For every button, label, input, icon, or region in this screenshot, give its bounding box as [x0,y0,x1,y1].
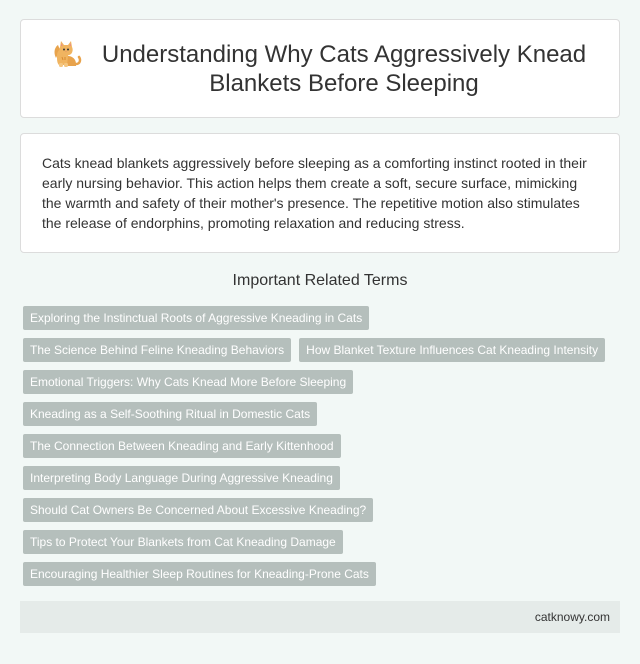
title-card [20,19,620,118]
related-term-link[interactable]: Interpreting Body Language During Aggressive Kneading [23,466,340,490]
related-term-link[interactable]: Kneading as a Self-Soothing Ritual in Domestic Cats [23,402,317,426]
term-row [23,370,623,394]
related-terms-list [23,306,623,594]
related-term-link[interactable]: The Connection Between Kneading and Early Kittenhood [23,434,341,458]
cat-icon [50,38,84,72]
term-row [23,498,623,522]
related-term-link[interactable]: Emotional Triggers: Why Cats Knead More Before Sleeping [23,370,353,394]
related-terms-heading: Important Related Terms [232,272,408,289]
related-term-link[interactable]: Encouraging Healthier Sleep Routines for Kneading-Prone Cats [23,562,376,586]
term-row [23,466,623,490]
title-wrap [50,40,590,98]
related-term-link[interactable]: Tips to Protect Your Blankets from Cat Kneading Damage [23,530,343,554]
related-term-link[interactable]: Exploring the Instinctual Roots of Aggressive Kneading in Cats [23,306,369,330]
summary-card [20,133,620,253]
related-term-link[interactable]: Should Cat Owners Be Concerned About Excessive Kneading? [23,498,373,522]
term-row [23,306,623,330]
term-row [23,434,623,458]
term-row [23,530,623,554]
summary-text: Cats knead blankets aggressively before sleeping as a comforting instinct rooted in their early nursing behavior. This action helps them create a soft, secure surface, mimicking the warmth and safety of their mother's presence. The repetitive motion also stimulates the release of endorphins, promoting relaxation and reducing stress. [42,155,587,231]
term-row [23,402,623,426]
related-term-link[interactable]: The Science Behind Feline Kneading Behaviors [23,338,291,362]
term-row [23,338,623,362]
related-term-link[interactable]: How Blanket Texture Influences Cat Kneading Intensity [299,338,605,362]
page-title: Understanding Why Cats Aggressively Knead Blankets Before Sleeping [101,40,587,97]
footer-site-link[interactable]: catknowy.com [534,610,610,624]
footer [20,601,620,633]
term-row [23,562,623,586]
